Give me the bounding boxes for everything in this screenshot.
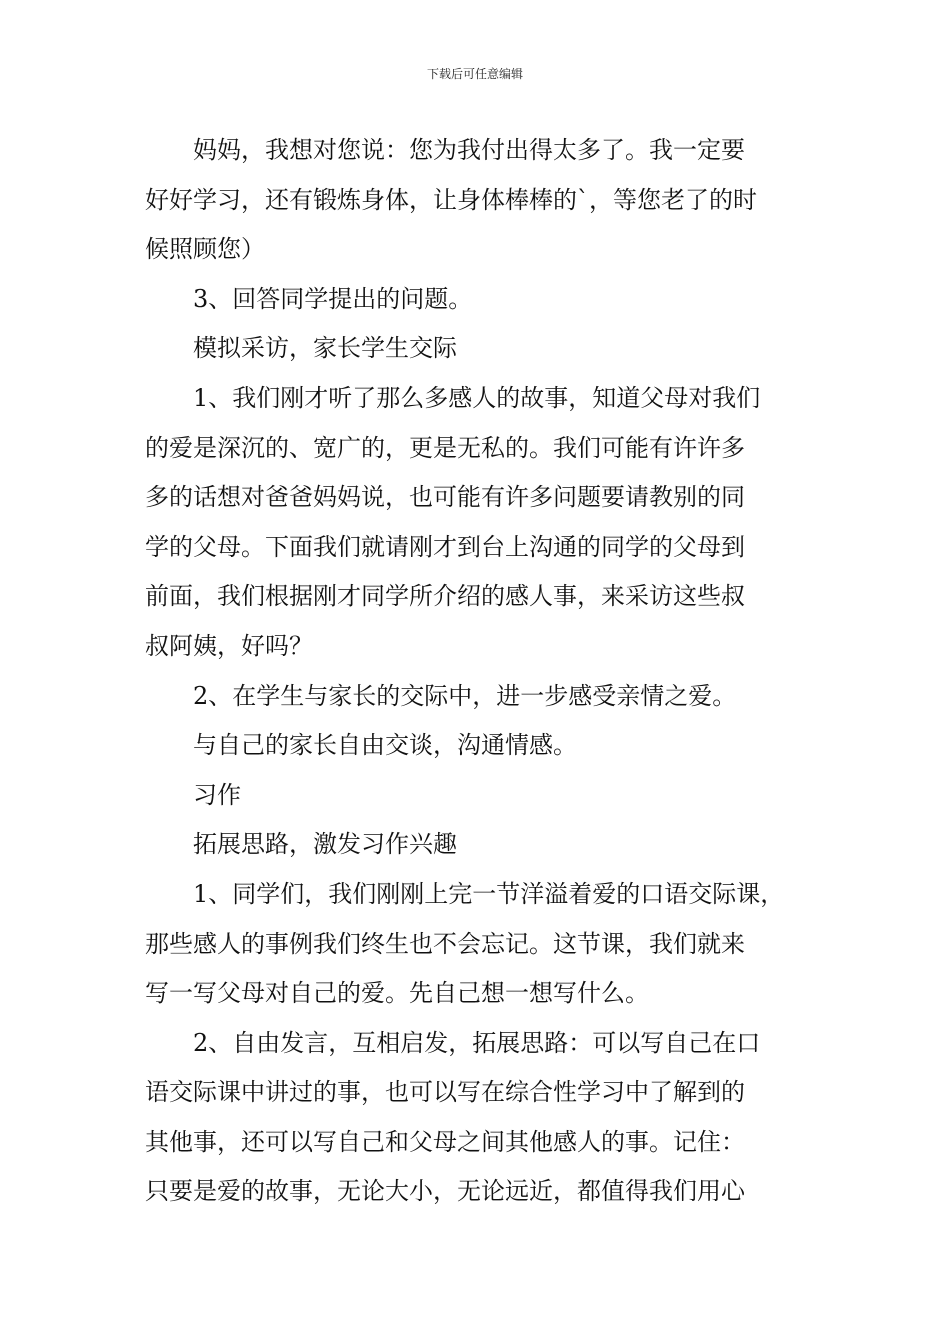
text-line: 叔阿姨，好吗？: [145, 631, 313, 660]
text-line: 1、同学们，我们刚刚上完一节洋溢着爱的口语交际课，: [193, 879, 785, 908]
text-line: 候照顾您）: [145, 235, 265, 264]
page-header: 下载后可任意编辑: [426, 67, 523, 81]
text-line: 2、自由发言，互相启发，拓展思路：可以写自己在口: [193, 1028, 761, 1057]
text-line: 写一写父母对自己的爱。先自己想一想写什么。: [145, 979, 649, 1008]
text-line: 多的话想对爸爸妈妈说，也可能有许多问题要请教别的同: [145, 483, 745, 512]
text-line: 2、在学生与家长的交际中，进一步感受亲情之爱。: [193, 681, 737, 710]
paragraph: [145, 820, 835, 870]
text-line: 那些感人的事例我们终生也不会忘记。这节课，我们就来: [145, 929, 745, 958]
text-line: 1、我们刚才听了那么多感人的故事，知道父母对我们: [193, 383, 761, 412]
text-line: 的爱是深沉的、宽广的，更是无私的。我们可能有许许多: [145, 433, 745, 462]
section-heading: [145, 771, 835, 821]
text-line: 好好学习，还有锻炼身体，让身体棒棒的`，等您老了的时: [145, 185, 757, 214]
text-line: 模拟采访，家长学生交际: [193, 334, 457, 363]
text-line: 3、回答同学提出的问题。: [193, 284, 473, 313]
text-line: 拓展思路，激发习作兴趣: [193, 830, 457, 859]
paragraph: [145, 672, 835, 722]
text-line: 妈妈，我想对您说：您为我付出得太多了。我一定要: [193, 136, 745, 164]
paragraph: [145, 275, 835, 325]
text-line: 学的父母。下面我们就请刚才到台上沟通的同学的父母到: [145, 532, 745, 561]
document-body: [145, 126, 835, 1217]
text-line: 习作: [193, 780, 241, 809]
paragraph: [145, 721, 835, 771]
paragraph: [145, 324, 835, 374]
paragraph: [145, 1019, 835, 1217]
text-line: 只要是爱的故事，无论大小，无论远近，都值得我们用心: [145, 1177, 745, 1206]
paragraph: [145, 374, 835, 672]
text-line: 前面，我们根据刚才同学所介绍的感人事，来采访这些叔: [145, 582, 745, 611]
paragraph: [145, 870, 835, 1019]
text-line: 与自己的家长自由交谈，沟通情感。: [193, 731, 577, 760]
paragraph: [145, 126, 835, 275]
text-line: 语交际课中讲过的事，也可以写在综合性学习中了解到的: [145, 1078, 745, 1107]
text-line: 其他事，还可以写自己和父母之间其他感人的事。记住：: [145, 1127, 745, 1156]
